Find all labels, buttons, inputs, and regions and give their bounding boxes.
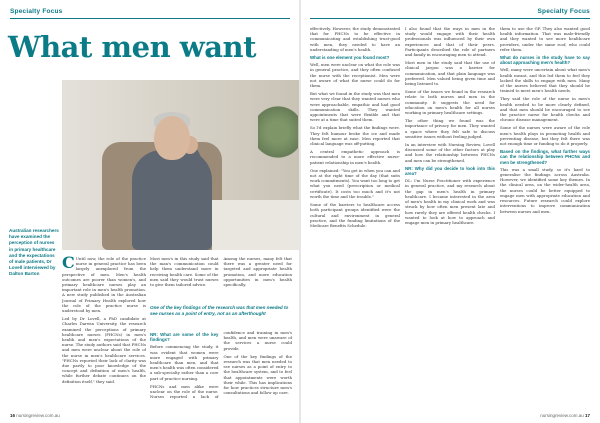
photo-desk [212, 200, 300, 250]
body-paragraph: PHCNs and men alike were unclear on the role of the nurse. Nurses reported a lack of confidence and training in men's health, and men were unaware of the services a nurse could provide. [150, 330, 292, 400]
right-page [300, 0, 600, 423]
article-title: What men want [8, 30, 256, 64]
body-paragraph: One explained: "You get in when you can and not at the right time of the day (that suits work commitments). You want too long to get what you need (prescription or medical certificate). It costs too much and it's not worth the time and the trouble." [310, 167, 400, 199]
header-rule [310, 18, 590, 19]
body-paragraph: effectively. However, the study demonstrated that for PHCNs to be effective in communicating and establishing trust-good with men, they needed to have an understanding of men's health. [310, 26, 400, 52]
body-paragraph: Before commencing the study, it was evident that women were more engaged with primary healthcare than men, and that men's health was often considered a sub-specialty rather than a core part of practice nursing. [150, 344, 219, 381]
site-url: nursingreview.com.au [16, 413, 60, 418]
body-paragraph: But what we found in the study was that men were very clear that they wanted nurses who were approachable, empathic and had good communication skills. They wanted appointments that were flexible and that were at a time that suited them. [310, 91, 400, 123]
photo-plant [258, 102, 298, 162]
page-number: 17 [584, 413, 590, 418]
body-paragraph: In an interview with Nursing Review, Lovell discussed some of the other factors at play and how the relationship between PHCNs and men can be strengthened. [405, 142, 495, 163]
interview-question: What do nurses in the study have to say about approaching men's health? [500, 55, 590, 66]
body-paragraph: Well, men were unclear on what the role was in general practice, and they often confused the nurse with the receptionist. Men were not aware of what the nurse could do for them. [310, 62, 400, 89]
body-paragraph: Some of the nurses were aware of the role men's health plays in promoting health and preventing disease, but they felt there was not enough time or funding to do it properly. [500, 125, 590, 147]
page-footer [10, 413, 60, 418]
body-paragraph: I also found that the ways in men in the study would engage with their health professionals was influenced by their own experiences and that of their peers. Participants described the role of partners and family in encouraging men to attend. [405, 26, 495, 58]
body-paragraph: A central empathetic approach is recommended to a more effective nurse-patient relationship in men's health. [310, 149, 400, 165]
section-label: Specialty Focus [537, 8, 590, 15]
body-paragraph: Some of the issues we found in the research relate to both nurses and men in the community. It suggests the need for education on men's health for all nurses working in primary healthcare settings. [405, 89, 495, 116]
drop-cap: C [62, 256, 75, 272]
body-paragraph: Most men's in this study said that the man's communication could help them understand more in receiving health care. Some of the men said they would trust nurses to give them tailored advice. [150, 256, 219, 288]
right-column-1 [310, 26, 400, 408]
right-column-2 [405, 26, 495, 408]
header-rule [10, 18, 290, 19]
interview-question: Based on the findings, what further ways can the relationship between PHCNs and men be strengthened? [500, 149, 590, 165]
interview-question: NR: What are some of the key findings? [150, 332, 219, 343]
body-paragraph: This was a small study, so it's hard to generalise the findings across Australia. However, we identified some key themes. In the clinical area, on the wider-health area, the nurses could be better equipped to engage men with appropriate education and resources. Future research could explore interventions to improve communication between nurses and men. [500, 166, 590, 214]
article-standfirst: Australian researchers have examined the perception of nurses in primary healthcare and the expectations of male patients, Dr Lovell interviewed by Dalton Barton [9, 228, 59, 277]
body-paragraph: Most men in the study said that the use of clinical jargon was a barrier for communication, and that plain language was preferred. Men valued being given time and being listened to. [405, 60, 495, 87]
body-paragraph: They said the role of the nurse in men's health needed to be more clearly defined, and that men should be encouraged to see the practice nurse for health checks and chronic disease management. [500, 96, 590, 123]
body-paragraph: Well, many were uncertain about what men's health meant, and this led them to feel they lacked the skills to engage with men. Many of the nurses believed that they should be trained to meet men's health needs. [500, 67, 590, 94]
site-url: nursingreview.com.au [540, 413, 584, 418]
body-paragraph: The other thing we found was the importance of privacy for men. They wanted a space where they felt safe to discuss sensitive issues without feeling judged. [405, 118, 495, 139]
body-paragraph: them to use the GP. They also wanted good health information. That was male-friendly and they wanted to see more healthcare providers, under the same roof, who could refer them. [500, 26, 590, 52]
body-paragraph: Some of the barriers to healthcare access both participant groups identified were the cultural and environment in general practice, and the funding limitations of the Medicare Benefits Schedule. [310, 202, 400, 228]
section-label: Specialty Focus [10, 8, 63, 15]
intro-column [62, 256, 146, 406]
page-number: 16 [10, 413, 16, 418]
intro-paragraph-1: C Until now, the role of the practice nurse in general practice has been largely unexplored from the perspective of men. Men's health outcomes are poorer than women's, and primary healthcare nurses play an important role in men's health promotion. A new study published in the Australian Journal of Primary Health explored how the role of the practice nurse is understood by men. [62, 256, 146, 314]
body-paragraph: DL: I'm Nurse Practitioner with experience in general practice, and my research about the gap in men's health in primary healthcare. I became interested in the area of men's health in my clinical work and was struck by how often men present late and how rarely they are offered health checks. I wanted to look at how to approach and engage men in primary healthcare. [405, 178, 495, 225]
intro-paragraph-2: Led by Dr Lovell, a PhD candidate at Charles Darwin University, the research examined the perceptions of primary healthcare nurses (PHCNs) in men's health and men's expectations of the nurse. The study authors said that PHCNs and men were unclear about the role of the nurse in men's healthcare services. "PHCNs reported their lack of clarity was due partly to poor knowledge of the concept and definition of men's health, while further debate continues on the definition itself," they said. [62, 316, 146, 384]
right-column-3 [500, 26, 590, 408]
body-top-columns [150, 256, 292, 302]
body-bottom-columns [150, 330, 292, 408]
page-footer [540, 413, 590, 418]
article-photo [62, 80, 300, 250]
interview-question: What is one element you found most? [310, 55, 390, 61]
body-paragraph: So I'd explain briefly what the findings were. They felt humour broke the ice and made them feel more at ease. Men reported that clinical language was off-putting. [310, 125, 400, 147]
pull-quote: One of the key findings of the research was that men needed to see nurses as a point of entry, not as an afterthought [150, 305, 289, 316]
body-paragraph: One of the key findings of the research was that men needed to see nurses as a point of entry to the healthcare system, and to feel that appointments were worth their while. This has implications for how practices structure men's consultations and follow up care. [223, 353, 292, 396]
body-paragraph: Among the nurses, many felt that there was a greater need for targeted and appropriate health promotion, and more education opportunities in men's health specifically. [223, 256, 292, 288]
photo-man-head [154, 116, 190, 160]
interview-question: NR: Why did you decide to look into this area? [405, 165, 495, 177]
